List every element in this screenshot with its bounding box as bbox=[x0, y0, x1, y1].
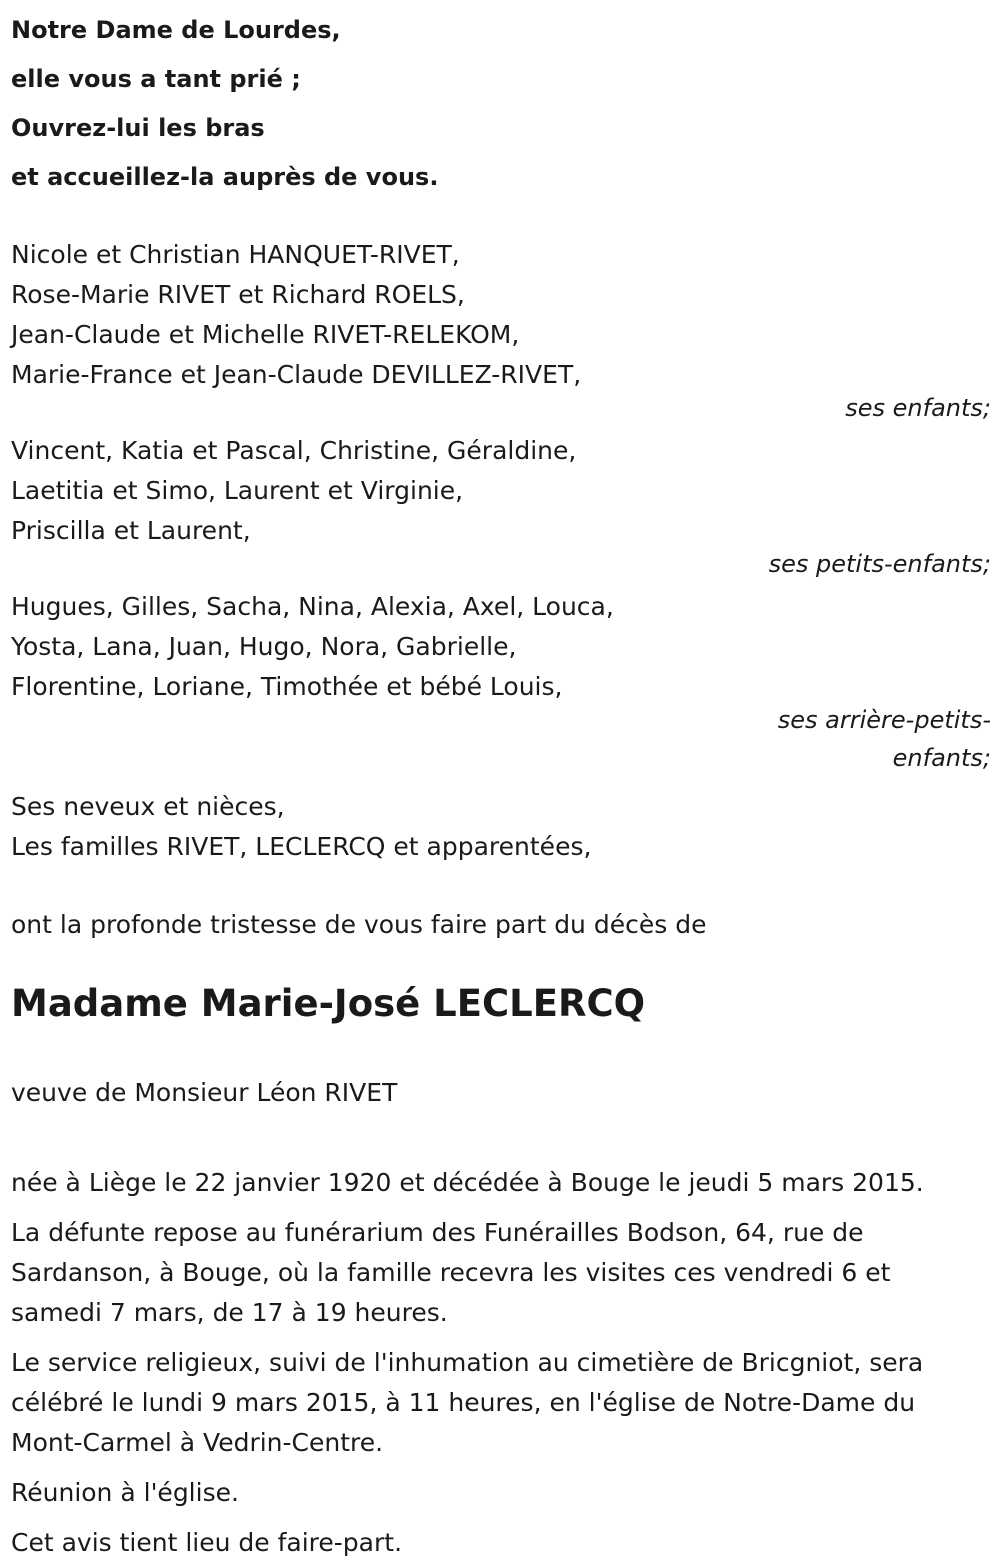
relation-label: ses petits-enfants; bbox=[768, 550, 991, 578]
family-line: Vincent, Katia et Pascal, Christine, Géraldine, bbox=[11, 436, 577, 465]
relation-label: ses enfants; bbox=[845, 394, 991, 422]
family-line: Priscilla et Laurent, bbox=[11, 516, 251, 545]
prayer-line: Notre Dame de Lourdes, bbox=[11, 16, 341, 44]
family-line: Laetitia et Simo, Laurent et Virginie, bbox=[11, 476, 464, 505]
closing-text: Cet avis tient lieu de faire-part. bbox=[11, 1528, 403, 1557]
family-line: Jean-Claude et Michelle RIVET-RELEKOM, bbox=[11, 320, 520, 349]
family-line: Hugues, Gilles, Sacha, Nina, Alexia, Axel, Louca, bbox=[11, 592, 614, 621]
widow-of-text: veuve de Monsieur Léon RIVET bbox=[11, 1078, 398, 1107]
deceased-name: Madame Marie-José LECLERCQ bbox=[11, 982, 646, 1025]
grandchildren-block bbox=[11, 431, 991, 583]
family-line: Rose-Marie RIVET et Richard ROELS, bbox=[11, 280, 465, 309]
family-line: Les familles RIVET, LECLERCQ et apparentées, bbox=[11, 832, 592, 861]
death-notice bbox=[11, 0, 991, 1563]
repose-paragraph: La défunte repose au funérarium des Funérailles Bodson, 64, rue de Sardanson, à Bouge, où la famille recevra les visites ces vendredi 6 et samedi 7 mars, de 17 à 19 heures. bbox=[11, 1218, 891, 1327]
service-paragraph: Le service religieux, suivi de l'inhumation au cimetière de Bricgniot, sera célébré le lundi 9 mars 2015, à 11 heures, en l'église de Notre-Dame du Mont-Carmel à Vedrin-Centre. bbox=[11, 1348, 924, 1457]
great-grandchildren-block bbox=[11, 587, 991, 777]
family-line: Florentine, Loriane, Timothée et bébé Louis, bbox=[11, 672, 563, 701]
meeting-text: Réunion à l'église. bbox=[11, 1478, 239, 1507]
announcement-text: ont la profonde tristesse de vous faire part du décès de bbox=[11, 910, 707, 939]
family-line: Ses neveux et nièces, bbox=[11, 792, 285, 821]
prayer-line: et accueillez-la auprès de vous. bbox=[11, 163, 439, 191]
birth-death-text: née à Liège le 22 janvier 1920 et décédée à Bouge le jeudi 5 mars 2015. bbox=[11, 1168, 924, 1197]
prayer-verse bbox=[11, 6, 991, 202]
prayer-line: Ouvrez-lui les bras bbox=[11, 114, 265, 142]
relation-label: ses arrière-petits-enfants; bbox=[777, 706, 991, 772]
prayer-line: elle vous a tant prié ; bbox=[11, 65, 301, 93]
family-line: Marie-France et Jean-Claude DEVILLEZ-RIVET, bbox=[11, 360, 582, 389]
relatives-block bbox=[11, 787, 991, 867]
family-line: Yosta, Lana, Juan, Hugo, Nora, Gabrielle, bbox=[11, 632, 517, 661]
family-line: Nicole et Christian HANQUET-RIVET, bbox=[11, 240, 460, 269]
children-block bbox=[11, 235, 991, 427]
